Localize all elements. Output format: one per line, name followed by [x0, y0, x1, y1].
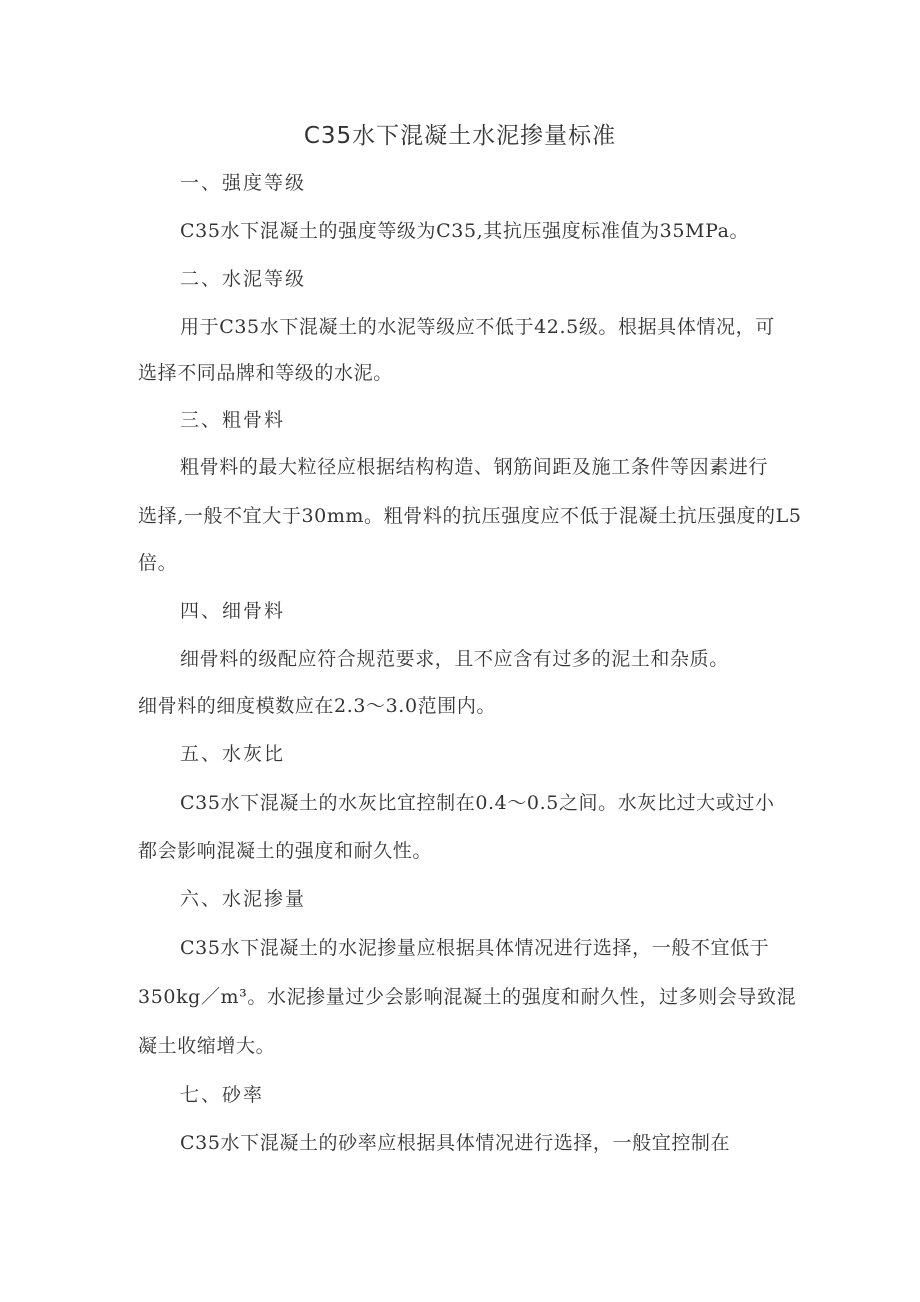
paragraph-line: C35水下混凝土的砂率应根据具体情况进行选择，一般宜控制在: [180, 1132, 731, 1154]
paragraph-line: 粗骨料的最大粒径应根据结构构造、钢筋间距及施工条件等因素进行: [180, 456, 769, 478]
paragraph-line: 细骨料的细度模数应在2.3～3.0范围内。: [138, 695, 497, 717]
paragraph-line: 选择,一般不宜大于30mm。粗骨料的抗压强度应不低于混凝土抗压强度的L5: [138, 505, 802, 527]
paragraph-line: 倍。: [138, 552, 178, 574]
document-title: C35水下混凝土水泥掺量标准: [303, 123, 617, 149]
section-heading-cement-grade: 二、水泥等级: [180, 268, 307, 290]
paragraph-line: C35水下混凝土的强度等级为C35,其抗压强度标准值为35MPa。: [180, 220, 750, 242]
paragraph-line: 细骨料的级配应符合规范要求，且不应含有过多的泥土和杂质。: [180, 648, 729, 670]
section-heading-sand-ratio: 七、砂率: [180, 1084, 265, 1106]
section-heading-water-cement-ratio: 五、水灰比: [180, 743, 286, 765]
paragraph-line: C35水下混凝土的水泥掺量应根据具体情况进行选择，一般不宜低于: [180, 937, 770, 959]
paragraph-line: 选择不同品牌和等级的水泥。: [138, 362, 393, 384]
section-heading-coarse-aggregate: 三、粗骨料: [180, 409, 286, 431]
paragraph-line: 用于C35水下混凝土的水泥等级应不低于42.5级。根据具体情况，可: [180, 316, 775, 338]
paragraph-line: 350kg／m³。水泥掺量过少会影响混凝土的强度和耐久性，过多则会导致混: [138, 986, 797, 1008]
section-heading-fine-aggregate: 四、细骨料: [180, 600, 286, 622]
paragraph-line: 凝土收缩增大。: [138, 1035, 276, 1057]
paragraph-line: 都会影响混凝土的强度和耐久性。: [138, 840, 433, 862]
paragraph-line: C35水下混凝土的水灰比宜控制在0.4～0.5之间。水灰比过大或过小: [180, 792, 775, 814]
section-heading-strength-grade: 一、强度等级: [180, 172, 307, 194]
section-heading-cement-dosage: 六、水泥掺量: [180, 888, 307, 910]
